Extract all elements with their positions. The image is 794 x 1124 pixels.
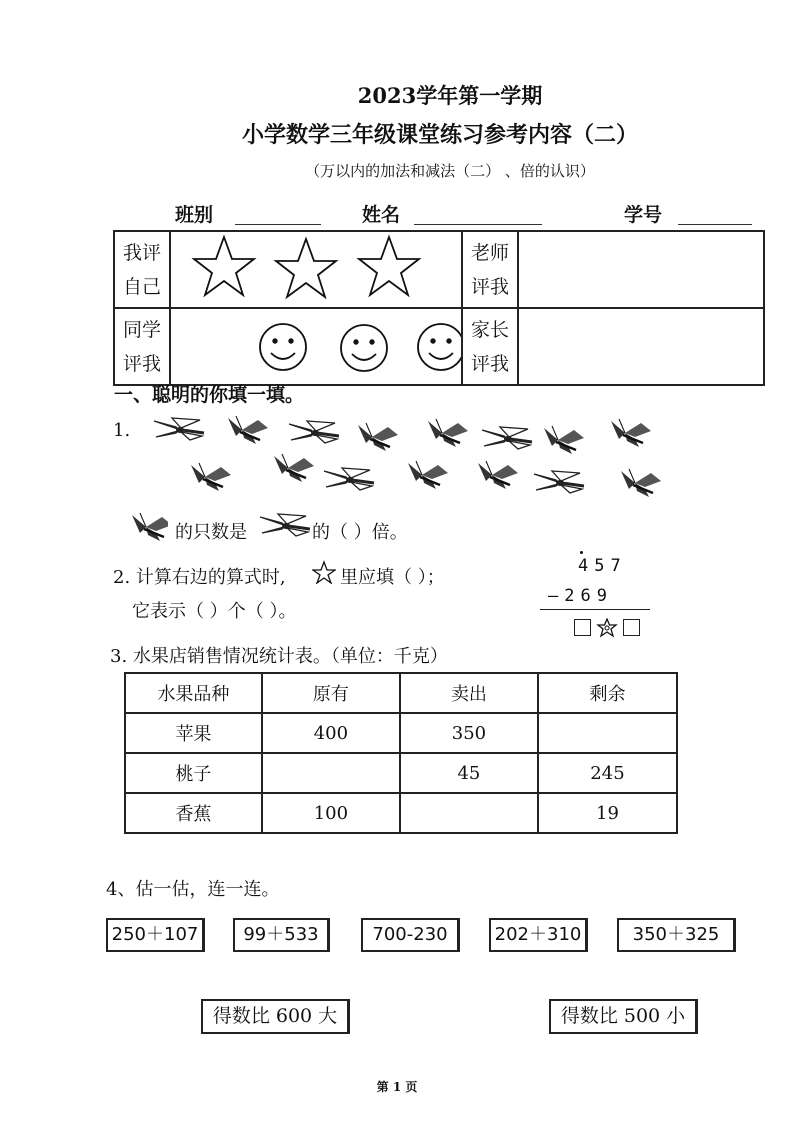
table-cell: 350 xyxy=(400,713,538,753)
class-blank[interactable] xyxy=(235,204,321,225)
name-label: 姓名 xyxy=(362,204,401,226)
table-header-row xyxy=(125,673,677,713)
butterfly-icon xyxy=(132,512,168,542)
subtraction-top: 457 xyxy=(578,556,627,576)
col-header: 卖出 xyxy=(400,673,538,713)
page-title: 小学数学三年级课堂练习参考内容（二） xyxy=(241,122,638,148)
butterfly-icon xyxy=(408,461,448,489)
star-icon xyxy=(276,239,336,297)
star-rating xyxy=(170,231,462,308)
dragonfly-icon xyxy=(482,427,532,449)
answer-boxes xyxy=(574,617,640,638)
star-icon xyxy=(359,237,419,295)
table-cell: 19 xyxy=(538,793,677,833)
page-subtitle: （万以内的加法和减法（二） 、倍的认识） xyxy=(305,162,595,180)
number-label: 学号 xyxy=(624,204,663,226)
expression-box[interactable]: 350＋325 xyxy=(617,918,736,952)
butterfly-icon xyxy=(621,469,661,497)
dragonfly-icon xyxy=(154,418,204,440)
number-blank[interactable] xyxy=(678,204,752,225)
category-box-less-500[interactable]: 得数比 500 小 xyxy=(549,999,698,1034)
fruit-name: 苹果 xyxy=(125,713,262,753)
table-cell-blank[interactable] xyxy=(262,753,400,793)
q1-number: 1. xyxy=(113,420,131,441)
butterfly-icon xyxy=(274,454,314,482)
fruit-name: 香蕉 xyxy=(125,793,262,833)
butterfly-icon xyxy=(191,463,231,491)
self-eval-label: 我评 自己 xyxy=(114,231,170,308)
term-title: 2023学年第一学期 xyxy=(357,83,543,108)
answer-box[interactable] xyxy=(574,619,591,636)
table-cell: 45 xyxy=(400,753,538,793)
table-row xyxy=(125,793,677,833)
name-blank[interactable] xyxy=(414,204,542,225)
dragonfly-icon xyxy=(534,471,584,493)
section1-heading: 一、聪明的你填一填。 xyxy=(114,384,305,406)
subtraction-bottom: —269 xyxy=(548,586,613,606)
smiley-icon xyxy=(341,325,387,371)
star-icon xyxy=(194,237,254,295)
evaluation-table xyxy=(113,230,765,386)
fruit-sales-table xyxy=(124,672,678,834)
expression-box[interactable]: 700-230 xyxy=(361,918,460,952)
table-row xyxy=(125,713,677,753)
star-icons xyxy=(171,232,461,302)
table-cell: 400 xyxy=(262,713,400,753)
smiley-icon xyxy=(260,324,306,370)
dragonfly-icon xyxy=(289,421,339,443)
q2-text-c: 它表示（ ）个（ ）。 xyxy=(132,601,297,622)
answer-box[interactable] xyxy=(623,619,640,636)
butterfly-icon xyxy=(478,461,518,489)
fruit-name: 桃子 xyxy=(125,753,262,793)
q2-text-a: 2. 计算右边的算式时, xyxy=(113,567,286,588)
butterfly-icon xyxy=(611,419,651,447)
class-label: 班别 xyxy=(175,204,214,226)
butterfly-icon xyxy=(544,426,584,454)
parent-eval-field[interactable] xyxy=(518,308,764,385)
teacher-eval-field[interactable] xyxy=(518,231,764,308)
smiley-rating xyxy=(170,308,462,385)
section4-heading: 4、估一估，连一连。 xyxy=(106,879,280,900)
table-cell-blank[interactable] xyxy=(538,713,677,753)
table-cell: 100 xyxy=(262,793,400,833)
page-number: 第 1 页 xyxy=(376,1080,418,1094)
q1-text-b: 的（ ）倍。 xyxy=(312,522,408,543)
col-header: 水果品种 xyxy=(125,673,262,713)
table-cell: 245 xyxy=(538,753,677,793)
category-box-greater-600[interactable]: 得数比 600 大 xyxy=(201,999,350,1034)
expression-box[interactable]: 250＋107 xyxy=(106,918,205,952)
q3-text: 3. 水果店销售情况统计表。（单位：千克） xyxy=(110,646,448,667)
peer-eval-label: 同学 评我 xyxy=(114,308,170,385)
teacher-eval-label: 老师 评我 xyxy=(462,231,518,308)
dragonfly-icon xyxy=(324,468,374,490)
table-row xyxy=(125,753,677,793)
expression-box[interactable]: 202＋310 xyxy=(489,918,588,952)
butterfly-icon xyxy=(428,419,468,447)
star-gear-icon xyxy=(596,618,618,638)
q2-text-b: 里应填（ ）； xyxy=(340,567,445,588)
parent-eval-label: 家长 评我 xyxy=(462,308,518,385)
butterfly-icon xyxy=(228,416,268,444)
expression-box[interactable]: 99＋533 xyxy=(233,918,330,952)
butterfly-icon xyxy=(358,423,398,451)
smiley-icons xyxy=(171,309,461,379)
star-icon xyxy=(312,560,336,584)
smiley-icon xyxy=(418,324,461,370)
table-cell-blank[interactable] xyxy=(400,793,538,833)
dragonfly-icon xyxy=(260,510,310,542)
borrow-dot xyxy=(580,551,583,554)
col-header: 原有 xyxy=(262,673,400,713)
insect-illustration xyxy=(150,405,680,515)
q1-text-a: 的只数是 xyxy=(175,522,247,543)
subtraction-line xyxy=(540,609,650,610)
col-header: 剩余 xyxy=(538,673,677,713)
